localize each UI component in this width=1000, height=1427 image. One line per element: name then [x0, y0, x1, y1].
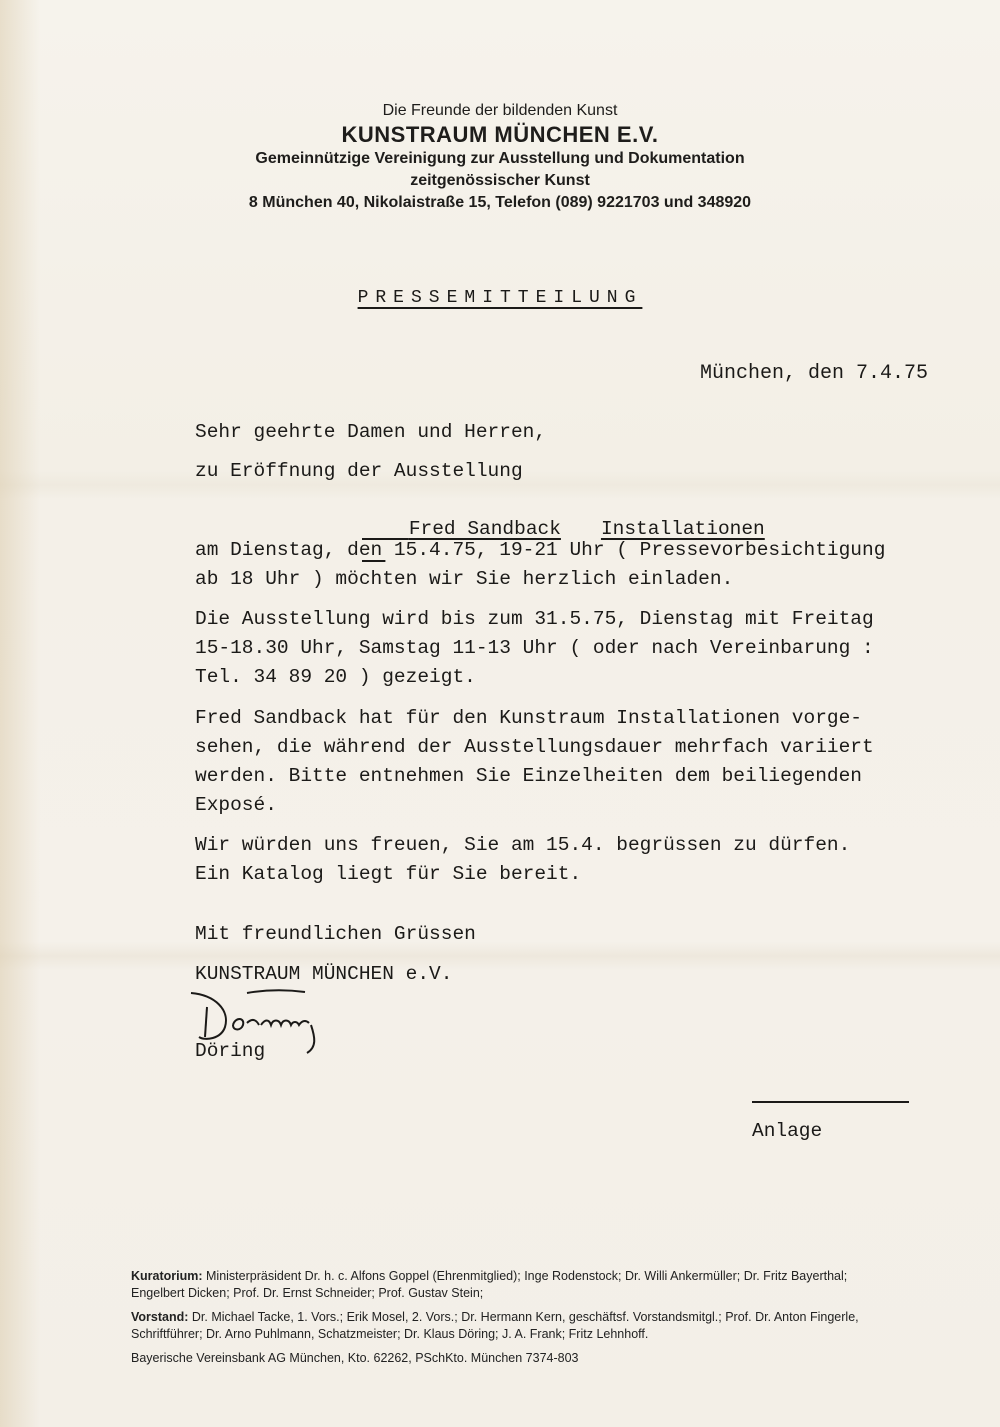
paragraph-line: sehen, die während der Ausstellungsdauer mehrfach variiert	[195, 736, 874, 758]
letterhead	[0, 100, 1000, 214]
paragraph-line: am Dienstag, den 15.4.75, 19-21 Uhr ( Pressevorbesichtigung	[195, 539, 886, 561]
paragraph-line: Tel. 34 89 20 ) gezeigt.	[195, 666, 476, 688]
signatory-name: Döring	[195, 1040, 266, 1062]
closing: Mit freundlichen Grüssen	[195, 923, 476, 945]
salutation: Sehr geehrte Damen und Herren,	[195, 421, 547, 443]
paragraph-line: Exposé.	[195, 794, 277, 816]
exhibition-artist: Fred Sandback	[408, 518, 561, 540]
enclosure-label: Anlage	[752, 1120, 823, 1142]
vorstand-label: Vorstand:	[131, 1310, 189, 1324]
enclosure-rule	[752, 1101, 909, 1103]
paragraph-line: werden. Bitte entnehmen Sie Einzelheiten dem beiliegenden	[195, 765, 863, 787]
footer	[131, 1268, 891, 1374]
footer-bank: Bayerische Vereinsbank AG München, Kto. 62262, PSchKto. München 7374-803	[131, 1351, 579, 1365]
sender: KUNSTRAUM MÜNCHEN e.V.	[195, 963, 453, 985]
letterhead-organization: KUNSTRAUM MÜNCHEN E.V.	[341, 122, 659, 147]
vorstand-text: Dr. Michael Tacke, 1. Vors.; Erik Mosel, 2. Vors.; Dr. Hermann Kern, geschäftsf. Vorstandsmitgl.; Prof. Dr. Anton Fingerle, Schriftführer; Dr. Arno Puhlmann, Schatzmeister; Dr. Klaus Döring; J. A. Frank; Fritz Lehnhoff.	[131, 1310, 859, 1341]
paragraph-line: ab 18 Uhr ) möchten wir Sie herzlich einladen.	[195, 568, 734, 590]
paragraph-line: Wir würden uns freuen, Sie am 15.4. begrüssen zu dürfen.	[195, 834, 851, 856]
paragraph-line: Die Ausstellung wird bis zum 31.5.75, Dienstag mit Freitag	[195, 608, 874, 630]
footer-vorstand	[131, 1309, 891, 1343]
footer-kuratorium	[131, 1268, 891, 1302]
letterhead-description: Gemeinnützige Vereinigung zur Ausstellung und Dokumentation	[255, 150, 745, 167]
document-heading: PRESSEMITTEILUNG	[357, 288, 643, 308]
kuratorium-text: Ministerpräsident Dr. h. c. Alfons Goppel (Ehrenmitglied); Inge Rodenstock; Dr. Willi Ankermüller; Dr. Fritz Bayerthal; Engelbert Dicken; Prof. Dr. Ernst Schneider; Prof. Gustav Stein;	[131, 1269, 848, 1300]
letterhead-address: 8 München 40, Nikolaistraße 15, Telefon (089) 9221703 und 348920	[248, 194, 752, 211]
letterhead-tagline: Die Freunde der bildenden Kunst	[382, 102, 618, 119]
exhibition-name: Installationen	[600, 518, 765, 540]
kuratorium-label: Kuratorium:	[131, 1269, 203, 1283]
intro-line: zu Eröffnung der Ausstellung	[195, 460, 523, 482]
paragraph-line: 15-18.30 Uhr, Samstag 11-13 Uhr ( oder nach Vereinbarung :	[195, 637, 874, 659]
letter-date: München, den 7.4.75	[700, 362, 929, 385]
paragraph-line: Ein Katalog liegt für Sie bereit.	[195, 863, 582, 885]
letterhead-description-2: zeitgenössischer Kunst	[410, 172, 590, 189]
paragraph-line: Fred Sandback hat für den Kunstraum Installationen vorge-	[195, 707, 863, 729]
